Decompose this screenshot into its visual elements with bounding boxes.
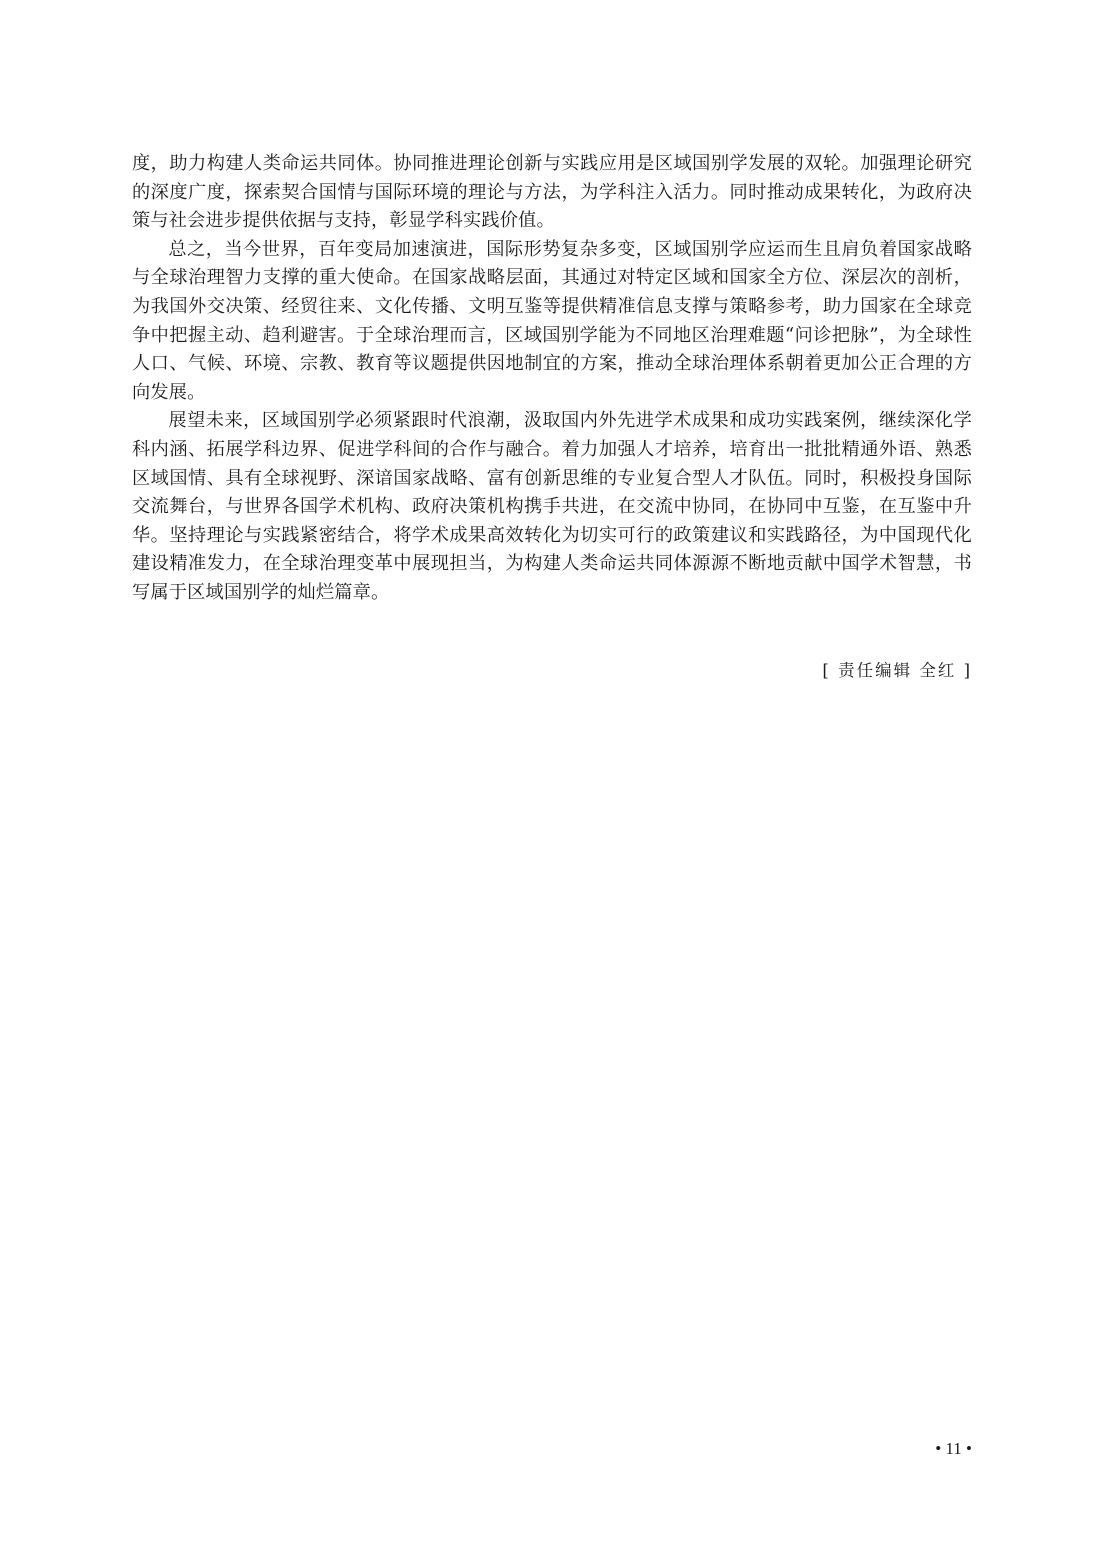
editor-note: [ 责任编辑 全红 ] xyxy=(822,661,972,680)
paragraph-outlook: 展望未来，区域国别学必须紧跟时代浪潮，汲取国内外先进学术成果和成功实践案例，继续深化学科内涵、拓展学科边界、促进学科间的合作与融合。着力加强人才培养，培育出一批批精通外语、熟悉区域国情、具有全球视野、深谙国家战略、富有创新思维的专业复合型人才队伍。同时，积极投身国际交流舞台，与世界各国学术机构、政府决策机构携手共进，在交流中协同，在协同中互鉴，在互鉴中升华。坚持理论与实践紧密结合，将学术成果高效转化为切实可行的政策建议和实践路径，为中国现代化建设精准发力，在全球治理变革中展现担当，为构建人类命运共同体源源不断地贡献中国学术智慧，书写属于区域国别学的灿烂篇章。 xyxy=(132,410,972,603)
paragraph-continuation: 度，助力构建人类命运共同体。协同推进理论创新与实践应用是区域国别学发展的双轮。加强理论研究的深度广度，探索契合国情与国际环境的理论与方法，为学科注入活力。同时推动成果转化，为政府决策与社会进步提供依据与支持，彰显学科实践价值。 xyxy=(132,153,972,232)
page-number: • 11 • xyxy=(935,1439,972,1458)
article-body xyxy=(132,150,972,608)
paragraph-summary: 总之，当今世界，百年变局加速演进，国际形势复杂多变，区域国别学应运而生且肩负着国家战略与全球治理智力支撑的重大使命。在国家战略层面，其通过对特定区域和国家全方位、深层次的剖析，为我国外交决策、经贸往来、文化传播、文明互鉴等提供精准信息支撑与策略参考，助力国家在全球竞争中把握主动、趋利避害。于全球治理而言，区域国别学能为不同地区治理难题“问诊把脉”，为全球性人口、气候、环境、宗教、教育等议题提供因地制宜的方案，推动全球治理体系朝着更加公正合理的方向发展。 xyxy=(132,238,972,403)
